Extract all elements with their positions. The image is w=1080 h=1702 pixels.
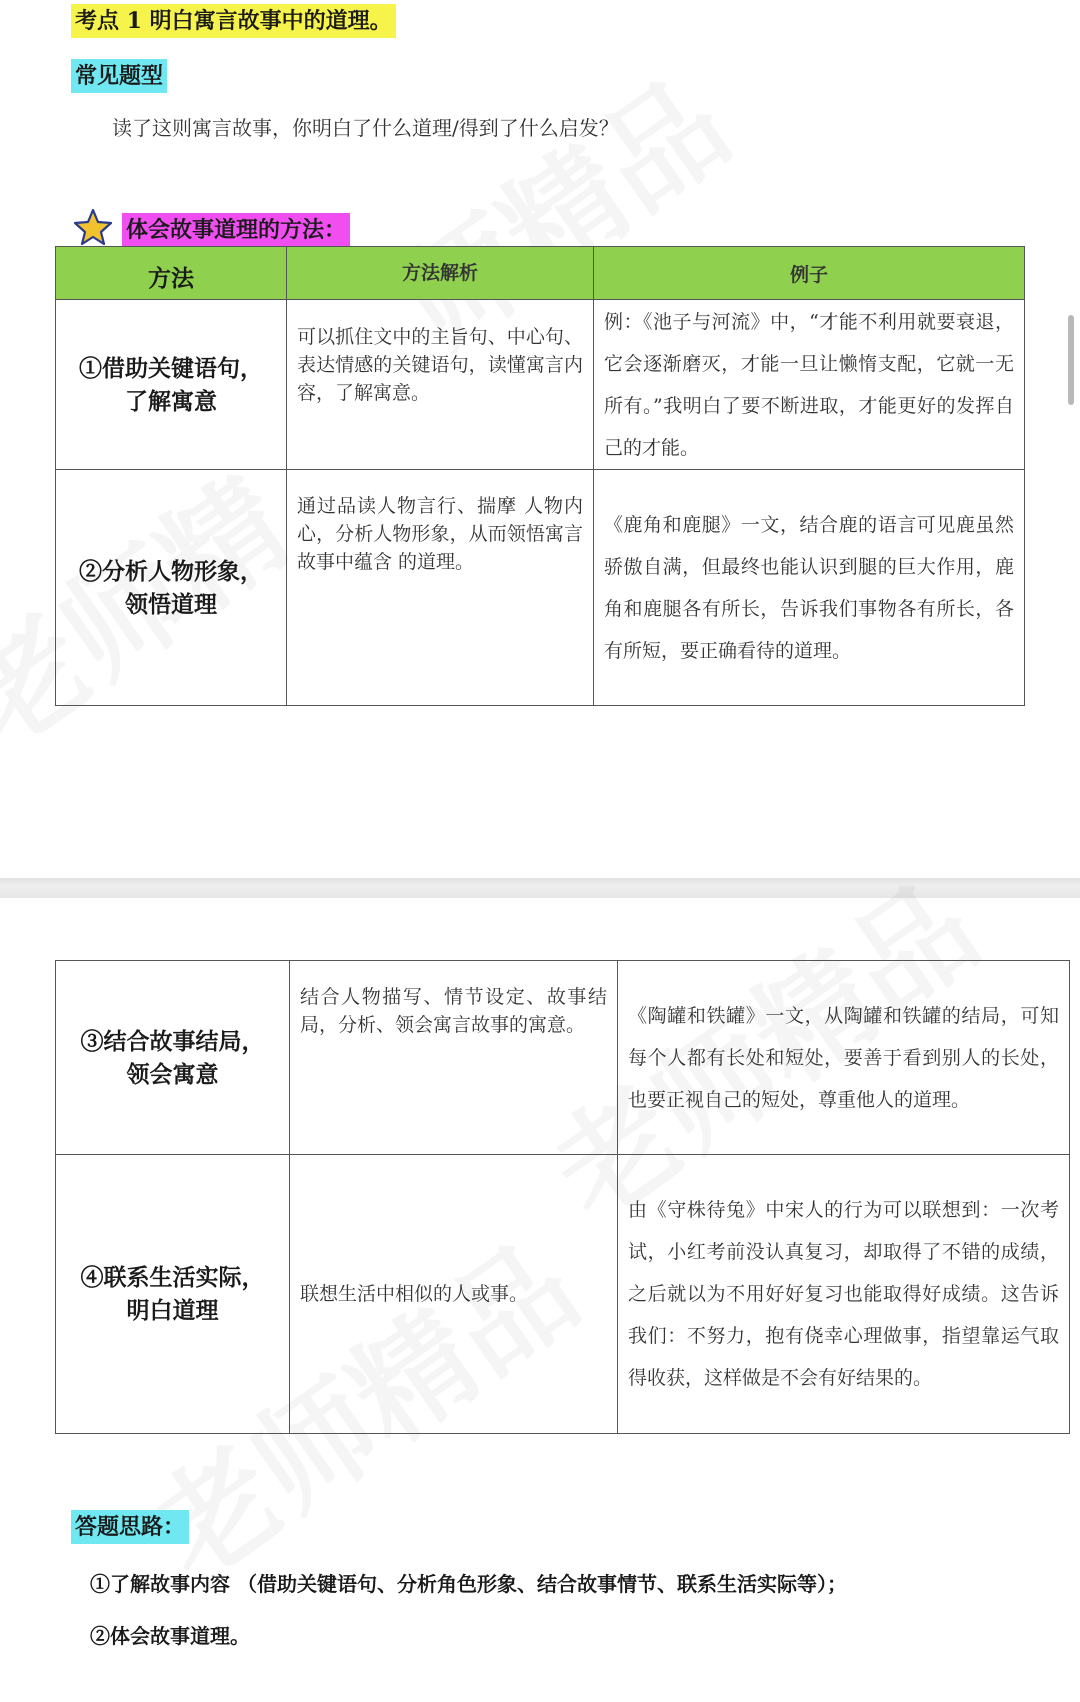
header-analysis: 方法解析 (287, 247, 594, 300)
example-cell: 例：《池子与河流》中，“才能不利用就要衰退，它会逐渐磨灭，才能一旦让懒惰支配，它就一无所有。”我明白了要不断进取，才能更好的发挥自己的才能。 (594, 300, 1025, 470)
example-cell: 由《守株待兔》中宋人的行为可以联想到：一次考试，小红考前没认真复习，却取得了不错的成绩，之后就以为不用好好复习也能取得好成绩。这告诉我们：不努力，抱有侥幸心理做事，指望靠运气取得收获，这样做是不会有好结果的。 (618, 1155, 1070, 1434)
header-method: 方法 (56, 247, 287, 300)
answer-step-2: ②体会故事道理。 (90, 1624, 250, 1648)
method-name-cont: 领悟道理 (125, 590, 217, 618)
method-cell (56, 1155, 290, 1434)
star-icon (73, 208, 113, 246)
method-name-cont: 了解寓意 (125, 387, 217, 415)
method-name: ④联系生活实际， (80, 1264, 265, 1291)
scrollbar[interactable] (1068, 315, 1074, 405)
document-page-2 (0, 898, 1080, 1702)
analysis-cell: 结合人物描写、情节设定、故事结局，分析、领会寓言故事的寓意。 (290, 961, 618, 1155)
analysis-cell: 联想生活中相似的人或事。 (290, 1155, 618, 1434)
table-header-row (56, 247, 1025, 300)
methods-table-continued (55, 960, 1070, 1434)
page-gap (0, 878, 1080, 898)
method-name: ③结合故事结局， (80, 1027, 265, 1055)
method-cell (56, 300, 287, 470)
method-name-cont: 领会寓意 (126, 1060, 219, 1088)
header-example: 例子 (594, 247, 1025, 300)
example-cell: 《鹿角和鹿腿》一文，结合鹿的语言可见鹿虽然骄傲自满，但最终也能认识到腿的巨大作用，鹿角和鹿腿各有所长，告诉我们事物各有所长，各有所短，要正确看待的道理。 (594, 470, 1025, 706)
method-cell (56, 470, 287, 706)
answer-step-1: ①了解故事内容 （借助关键语句、分析角色形象、结合故事情节、联系生活实际等）； (90, 1572, 847, 1596)
page-title: 考点 1 明白寓言故事中的道理。 (71, 4, 396, 38)
analysis-cell: 通过品读人物言行、揣摩 人物内心，分析人物形象，从而领悟寓言故事中蕴含 的道理。 (287, 470, 594, 706)
methods-table (55, 246, 1025, 706)
table-row (56, 961, 1070, 1155)
table-row (56, 1155, 1070, 1434)
question-type-label: 常见题型 (71, 59, 167, 93)
method-cell (56, 961, 290, 1155)
table-row (56, 300, 1025, 470)
method-name: ②分析人物形象， (79, 557, 263, 585)
methods-section-title: 体会故事道理的方法： (122, 213, 350, 247)
question-text: 读了这则寓言故事，你明白了什么道理/得到了什么启发？ (112, 116, 619, 140)
table-row (56, 470, 1025, 706)
method-name-cont: 明白道理 (126, 1297, 219, 1324)
method-name: ①借助关键语句， (79, 354, 263, 382)
analysis-cell: 可以抓住文中的主旨句、中心句、表达情感的关键语句，读懂寓言内容，了解寓意。 (287, 300, 594, 470)
example-cell: 《陶罐和铁罐》一文，从陶罐和铁罐的结局，可知每个人都有长处和短处，要善于看到别人的长处，也要正视自己的短处，尊重他人的道理。 (618, 961, 1070, 1155)
answer-approach-title: 答题思路： (71, 1510, 189, 1544)
